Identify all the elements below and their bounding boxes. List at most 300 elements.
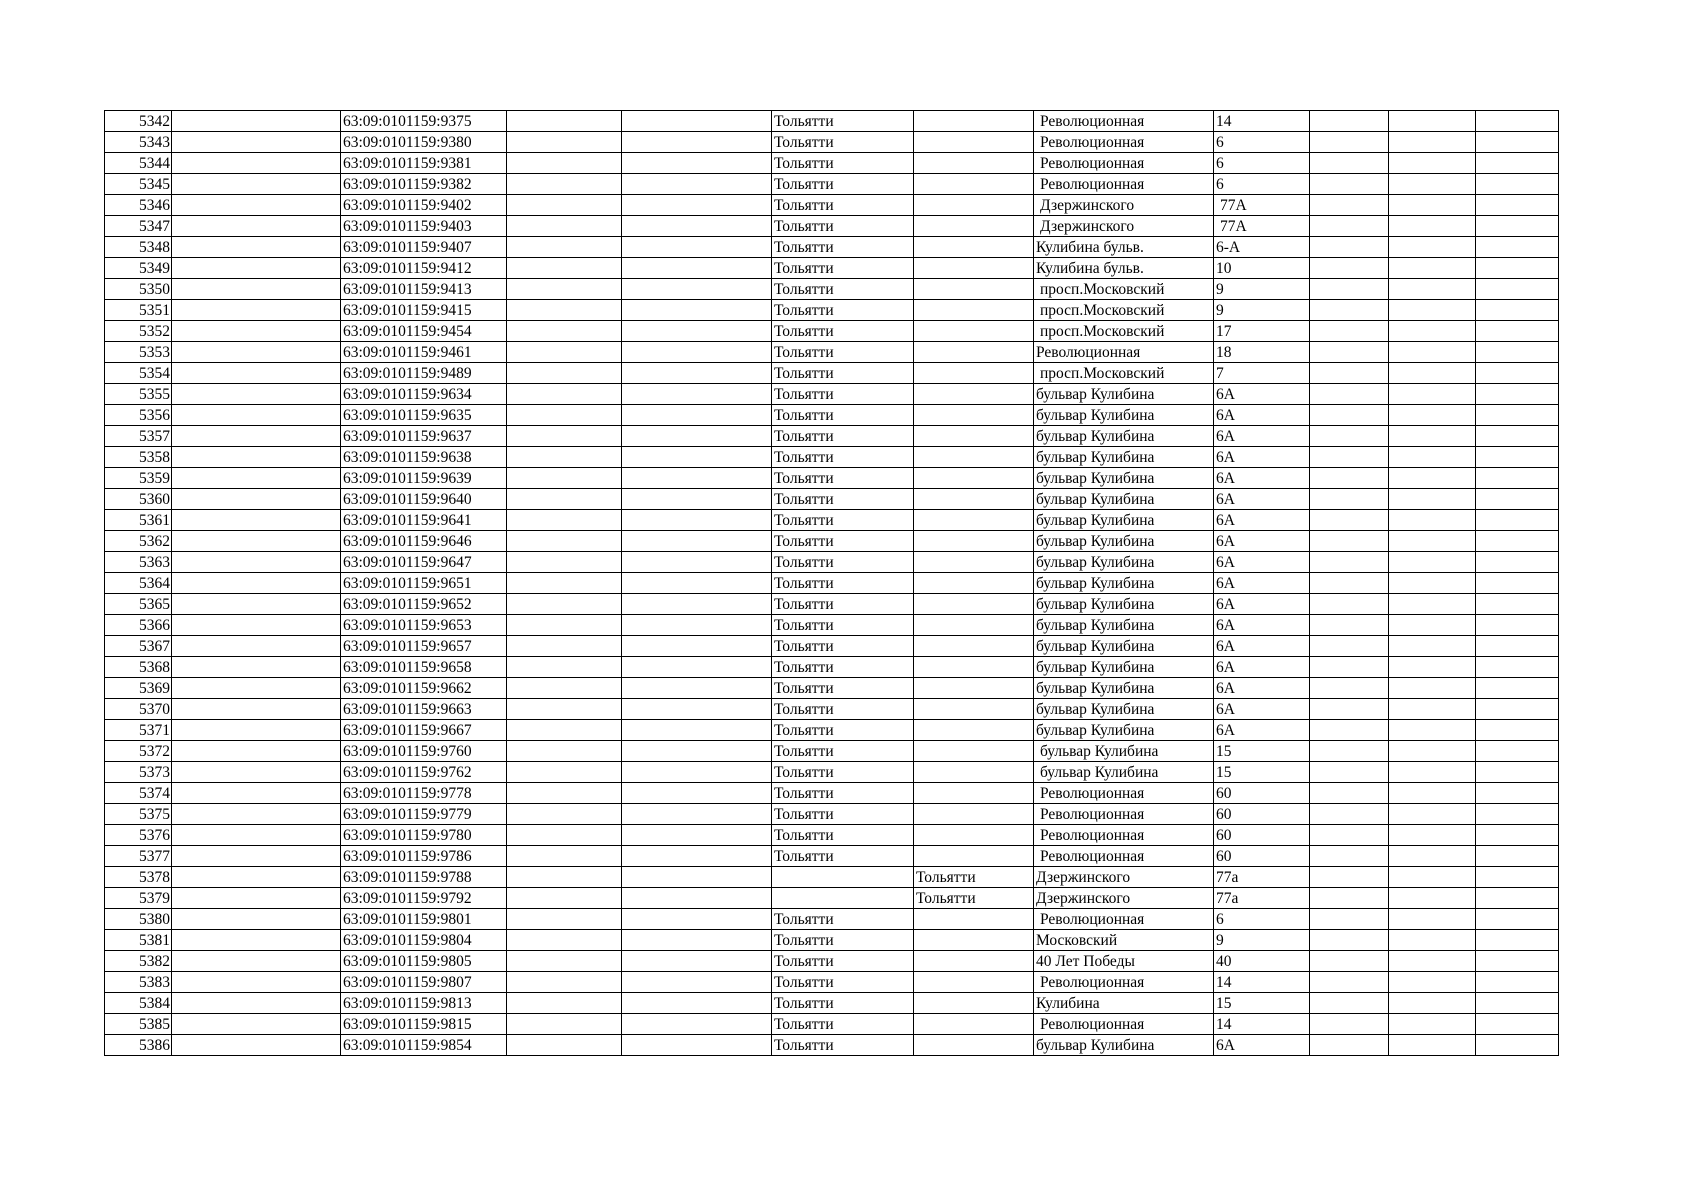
cadastral-number-cell: 63:09:0101159:9647 bbox=[341, 552, 507, 573]
locality-cell bbox=[914, 363, 1034, 384]
empty-cell bbox=[1389, 552, 1476, 573]
empty-cell bbox=[1389, 300, 1476, 321]
house-number-cell: 6А bbox=[1214, 594, 1310, 615]
cadastral-number-cell: 63:09:0101159:9381 bbox=[341, 153, 507, 174]
empty-cell bbox=[507, 825, 622, 846]
cadastral-number-cell: 63:09:0101159:9454 bbox=[341, 321, 507, 342]
cadastral-number-cell: 63:09:0101159:9657 bbox=[341, 636, 507, 657]
empty-cell bbox=[1310, 552, 1389, 573]
empty-cell bbox=[622, 1014, 772, 1035]
empty-cell bbox=[507, 153, 622, 174]
city-cell: Тольятти bbox=[772, 678, 914, 699]
empty-cell bbox=[1476, 195, 1559, 216]
registry-table bbox=[104, 110, 1559, 1056]
empty-cell bbox=[507, 447, 622, 468]
city-cell: Тольятти bbox=[772, 615, 914, 636]
empty-cell bbox=[1476, 111, 1559, 132]
empty-cell bbox=[1476, 846, 1559, 867]
row-number-cell: 5385 bbox=[105, 1014, 172, 1035]
street-cell: Кулибина bbox=[1034, 993, 1214, 1014]
empty-cell bbox=[1310, 783, 1389, 804]
row-number-cell: 5377 bbox=[105, 846, 172, 867]
house-number-cell: 18 bbox=[1214, 342, 1310, 363]
house-number-cell: 7 bbox=[1214, 363, 1310, 384]
row-number-cell: 5382 bbox=[105, 951, 172, 972]
empty-cell bbox=[1310, 720, 1389, 741]
empty-cell bbox=[172, 237, 341, 258]
empty-cell bbox=[507, 111, 622, 132]
empty-cell bbox=[1476, 594, 1559, 615]
empty-cell bbox=[507, 342, 622, 363]
city-cell: Тольятти bbox=[772, 720, 914, 741]
empty-cell bbox=[622, 804, 772, 825]
table-row bbox=[105, 783, 1559, 804]
empty-cell bbox=[1476, 783, 1559, 804]
street-cell: бульвар Кулибина bbox=[1034, 510, 1214, 531]
empty-cell bbox=[1476, 657, 1559, 678]
locality-cell bbox=[914, 1035, 1034, 1056]
city-cell: Тольятти bbox=[772, 153, 914, 174]
table-row bbox=[105, 237, 1559, 258]
empty-cell bbox=[1389, 867, 1476, 888]
empty-cell bbox=[622, 573, 772, 594]
locality-cell bbox=[914, 972, 1034, 993]
empty-cell bbox=[1476, 426, 1559, 447]
table-row bbox=[105, 825, 1559, 846]
empty-cell bbox=[1476, 867, 1559, 888]
locality-cell bbox=[914, 531, 1034, 552]
empty-cell bbox=[1476, 1014, 1559, 1035]
locality-cell bbox=[914, 342, 1034, 363]
empty-cell bbox=[622, 783, 772, 804]
empty-cell bbox=[1310, 1014, 1389, 1035]
city-cell: Тольятти bbox=[772, 951, 914, 972]
empty-cell bbox=[172, 468, 341, 489]
house-number-cell: 77а bbox=[1214, 888, 1310, 909]
row-number-cell: 5374 bbox=[105, 783, 172, 804]
empty-cell bbox=[172, 783, 341, 804]
cadastral-number-cell: 63:09:0101159:9762 bbox=[341, 762, 507, 783]
empty-cell bbox=[507, 804, 622, 825]
locality-cell bbox=[914, 552, 1034, 573]
house-number-cell: 77а bbox=[1214, 867, 1310, 888]
table-row bbox=[105, 846, 1559, 867]
empty-cell bbox=[1389, 279, 1476, 300]
city-cell: Тольятти bbox=[772, 1035, 914, 1056]
row-number-cell: 5360 bbox=[105, 489, 172, 510]
empty-cell bbox=[622, 111, 772, 132]
city-cell: Тольятти bbox=[772, 762, 914, 783]
cadastral-number-cell: 63:09:0101159:9413 bbox=[341, 279, 507, 300]
row-number-cell: 5351 bbox=[105, 300, 172, 321]
empty-cell bbox=[172, 636, 341, 657]
table-row bbox=[105, 258, 1559, 279]
house-number-cell: 15 bbox=[1214, 741, 1310, 762]
empty-cell bbox=[1476, 951, 1559, 972]
table-row bbox=[105, 615, 1559, 636]
street-cell: бульвар Кулибина bbox=[1034, 447, 1214, 468]
empty-cell bbox=[1389, 111, 1476, 132]
locality-cell bbox=[914, 741, 1034, 762]
empty-cell bbox=[1476, 615, 1559, 636]
empty-cell bbox=[1310, 573, 1389, 594]
empty-cell bbox=[1476, 510, 1559, 531]
city-cell: Тольятти bbox=[772, 363, 914, 384]
empty-cell bbox=[1476, 930, 1559, 951]
empty-cell bbox=[507, 741, 622, 762]
empty-cell bbox=[1389, 426, 1476, 447]
house-number-cell: 6 bbox=[1214, 153, 1310, 174]
empty-cell bbox=[1476, 342, 1559, 363]
street-cell: Дзержинского bbox=[1034, 888, 1214, 909]
table-row bbox=[105, 741, 1559, 762]
empty-cell bbox=[507, 489, 622, 510]
row-number-cell: 5371 bbox=[105, 720, 172, 741]
empty-cell bbox=[1389, 615, 1476, 636]
row-number-cell: 5354 bbox=[105, 363, 172, 384]
table-row bbox=[105, 216, 1559, 237]
cadastral-number-cell: 63:09:0101159:9813 bbox=[341, 993, 507, 1014]
house-number-cell: 60 bbox=[1214, 825, 1310, 846]
city-cell: Тольятти bbox=[772, 636, 914, 657]
table-body bbox=[105, 111, 1559, 1056]
empty-cell bbox=[1310, 363, 1389, 384]
empty-cell bbox=[1389, 951, 1476, 972]
empty-cell bbox=[1476, 174, 1559, 195]
empty-cell bbox=[622, 657, 772, 678]
empty-cell bbox=[507, 972, 622, 993]
house-number-cell: 6-А bbox=[1214, 237, 1310, 258]
empty-cell bbox=[622, 741, 772, 762]
empty-cell bbox=[1476, 384, 1559, 405]
row-number-cell: 5366 bbox=[105, 615, 172, 636]
table-row bbox=[105, 300, 1559, 321]
street-cell: просп.Московский bbox=[1034, 279, 1214, 300]
empty-cell bbox=[1310, 888, 1389, 909]
street-cell: бульвар Кулибина bbox=[1034, 573, 1214, 594]
city-cell: Тольятти bbox=[772, 132, 914, 153]
empty-cell bbox=[622, 972, 772, 993]
empty-cell bbox=[622, 615, 772, 636]
row-number-cell: 5383 bbox=[105, 972, 172, 993]
row-number-cell: 5346 bbox=[105, 195, 172, 216]
locality-cell bbox=[914, 657, 1034, 678]
empty-cell bbox=[1389, 720, 1476, 741]
row-number-cell: 5372 bbox=[105, 741, 172, 762]
empty-cell bbox=[507, 951, 622, 972]
row-number-cell: 5365 bbox=[105, 594, 172, 615]
empty-cell bbox=[1310, 216, 1389, 237]
empty-cell bbox=[507, 909, 622, 930]
row-number-cell: 5384 bbox=[105, 993, 172, 1014]
city-cell: Тольятти bbox=[772, 1014, 914, 1035]
locality-cell bbox=[914, 636, 1034, 657]
cadastral-number-cell: 63:09:0101159:9489 bbox=[341, 363, 507, 384]
city-cell: Тольятти bbox=[772, 447, 914, 468]
empty-cell bbox=[1310, 678, 1389, 699]
cadastral-number-cell: 63:09:0101159:9403 bbox=[341, 216, 507, 237]
empty-cell bbox=[1310, 342, 1389, 363]
locality-cell: Тольятти bbox=[914, 867, 1034, 888]
empty-cell bbox=[1476, 216, 1559, 237]
street-cell: бульвар Кулибина bbox=[1034, 741, 1214, 762]
empty-cell bbox=[622, 489, 772, 510]
locality-cell bbox=[914, 573, 1034, 594]
table-row bbox=[105, 1035, 1559, 1056]
empty-cell bbox=[1310, 132, 1389, 153]
table-row bbox=[105, 657, 1559, 678]
house-number-cell: 6 bbox=[1214, 132, 1310, 153]
empty-cell bbox=[172, 384, 341, 405]
empty-cell bbox=[507, 195, 622, 216]
cadastral-number-cell: 63:09:0101159:9652 bbox=[341, 594, 507, 615]
empty-cell bbox=[1310, 321, 1389, 342]
row-number-cell: 5376 bbox=[105, 825, 172, 846]
row-number-cell: 5379 bbox=[105, 888, 172, 909]
row-number-cell: 5381 bbox=[105, 930, 172, 951]
empty-cell bbox=[1476, 237, 1559, 258]
city-cell: Тольятти bbox=[772, 531, 914, 552]
locality-cell bbox=[914, 594, 1034, 615]
street-cell: бульвар Кулибина bbox=[1034, 552, 1214, 573]
street-cell: бульвар Кулибина bbox=[1034, 762, 1214, 783]
empty-cell bbox=[1389, 342, 1476, 363]
row-number-cell: 5370 bbox=[105, 699, 172, 720]
house-number-cell: 6А bbox=[1214, 489, 1310, 510]
empty-cell bbox=[1389, 174, 1476, 195]
empty-cell bbox=[1476, 468, 1559, 489]
cadastral-number-cell: 63:09:0101159:9760 bbox=[341, 741, 507, 762]
house-number-cell: 77А bbox=[1214, 195, 1310, 216]
empty-cell bbox=[1310, 405, 1389, 426]
empty-cell bbox=[622, 531, 772, 552]
empty-cell bbox=[1389, 699, 1476, 720]
empty-cell bbox=[172, 321, 341, 342]
empty-cell bbox=[1310, 846, 1389, 867]
empty-cell bbox=[1389, 1014, 1476, 1035]
empty-cell bbox=[172, 720, 341, 741]
empty-cell bbox=[172, 510, 341, 531]
row-number-cell: 5362 bbox=[105, 531, 172, 552]
empty-cell bbox=[622, 363, 772, 384]
house-number-cell: 6А bbox=[1214, 384, 1310, 405]
empty-cell bbox=[1389, 993, 1476, 1014]
locality-cell bbox=[914, 1014, 1034, 1035]
house-number-cell: 6 bbox=[1214, 174, 1310, 195]
empty-cell bbox=[172, 279, 341, 300]
table-row bbox=[105, 720, 1559, 741]
table-row bbox=[105, 510, 1559, 531]
cadastral-number-cell: 63:09:0101159:9375 bbox=[341, 111, 507, 132]
empty-cell bbox=[1476, 888, 1559, 909]
empty-cell bbox=[1476, 720, 1559, 741]
street-cell: Революционная bbox=[1034, 342, 1214, 363]
street-cell: Революционная bbox=[1034, 111, 1214, 132]
house-number-cell: 9 bbox=[1214, 930, 1310, 951]
street-cell: бульвар Кулибина bbox=[1034, 657, 1214, 678]
empty-cell bbox=[1310, 258, 1389, 279]
empty-cell bbox=[172, 1035, 341, 1056]
empty-cell bbox=[507, 888, 622, 909]
empty-cell bbox=[622, 636, 772, 657]
row-number-cell: 5357 bbox=[105, 426, 172, 447]
table-row bbox=[105, 636, 1559, 657]
empty-cell bbox=[507, 573, 622, 594]
empty-cell bbox=[622, 321, 772, 342]
city-cell: Тольятти bbox=[772, 321, 914, 342]
locality-cell bbox=[914, 132, 1034, 153]
row-number-cell: 5358 bbox=[105, 447, 172, 468]
empty-cell bbox=[1310, 909, 1389, 930]
locality-cell bbox=[914, 405, 1034, 426]
empty-cell bbox=[1389, 636, 1476, 657]
empty-cell bbox=[172, 615, 341, 636]
cadastral-number-cell: 63:09:0101159:9640 bbox=[341, 489, 507, 510]
row-number-cell: 5352 bbox=[105, 321, 172, 342]
table-row bbox=[105, 489, 1559, 510]
empty-cell bbox=[1389, 804, 1476, 825]
empty-cell bbox=[172, 909, 341, 930]
cadastral-number-cell: 63:09:0101159:9461 bbox=[341, 342, 507, 363]
empty-cell bbox=[1389, 153, 1476, 174]
empty-cell bbox=[622, 153, 772, 174]
city-cell: Тольятти bbox=[772, 825, 914, 846]
table-row bbox=[105, 951, 1559, 972]
row-number-cell: 5345 bbox=[105, 174, 172, 195]
table-row bbox=[105, 321, 1559, 342]
empty-cell bbox=[1310, 300, 1389, 321]
empty-cell bbox=[1310, 993, 1389, 1014]
city-cell: Тольятти bbox=[772, 489, 914, 510]
table-row bbox=[105, 342, 1559, 363]
empty-cell bbox=[1476, 699, 1559, 720]
empty-cell bbox=[507, 930, 622, 951]
house-number-cell: 6А bbox=[1214, 426, 1310, 447]
street-cell: бульвар Кулибина bbox=[1034, 468, 1214, 489]
street-cell: бульвар Кулибина bbox=[1034, 531, 1214, 552]
street-cell: Революционная bbox=[1034, 909, 1214, 930]
house-number-cell: 6А bbox=[1214, 720, 1310, 741]
city-cell: Тольятти bbox=[772, 909, 914, 930]
empty-cell bbox=[172, 573, 341, 594]
street-cell: Революционная bbox=[1034, 174, 1214, 195]
empty-cell bbox=[622, 888, 772, 909]
empty-cell bbox=[622, 426, 772, 447]
empty-cell bbox=[1389, 930, 1476, 951]
empty-cell bbox=[1310, 111, 1389, 132]
locality-cell bbox=[914, 510, 1034, 531]
empty-cell bbox=[1389, 909, 1476, 930]
empty-cell bbox=[507, 363, 622, 384]
city-cell: Тольятти bbox=[772, 405, 914, 426]
empty-cell bbox=[172, 111, 341, 132]
empty-cell bbox=[1389, 258, 1476, 279]
empty-cell bbox=[1389, 447, 1476, 468]
empty-cell bbox=[622, 993, 772, 1014]
empty-cell bbox=[1389, 510, 1476, 531]
row-number-cell: 5364 bbox=[105, 573, 172, 594]
cadastral-number-cell: 63:09:0101159:9662 bbox=[341, 678, 507, 699]
row-number-cell: 5361 bbox=[105, 510, 172, 531]
cadastral-number-cell: 63:09:0101159:9637 bbox=[341, 426, 507, 447]
empty-cell bbox=[1310, 237, 1389, 258]
empty-cell bbox=[1476, 909, 1559, 930]
city-cell: Тольятти bbox=[772, 426, 914, 447]
empty-cell bbox=[622, 174, 772, 195]
empty-cell bbox=[1310, 384, 1389, 405]
locality-cell: Тольятти bbox=[914, 888, 1034, 909]
empty-cell bbox=[1476, 762, 1559, 783]
empty-cell bbox=[507, 594, 622, 615]
locality-cell bbox=[914, 846, 1034, 867]
city-cell: Тольятти bbox=[772, 804, 914, 825]
city-cell: Тольятти bbox=[772, 993, 914, 1014]
row-number-cell: 5368 bbox=[105, 657, 172, 678]
row-number-cell: 5369 bbox=[105, 678, 172, 699]
empty-cell bbox=[1389, 573, 1476, 594]
cadastral-number-cell: 63:09:0101159:9815 bbox=[341, 1014, 507, 1035]
house-number-cell: 10 bbox=[1214, 258, 1310, 279]
empty-cell bbox=[1389, 825, 1476, 846]
empty-cell bbox=[1389, 195, 1476, 216]
empty-cell bbox=[1310, 804, 1389, 825]
empty-cell bbox=[1476, 1035, 1559, 1056]
city-cell: Тольятти bbox=[772, 342, 914, 363]
empty-cell bbox=[622, 132, 772, 153]
empty-cell bbox=[622, 195, 772, 216]
empty-cell bbox=[172, 552, 341, 573]
empty-cell bbox=[622, 447, 772, 468]
empty-cell bbox=[1476, 153, 1559, 174]
row-number-cell: 5378 bbox=[105, 867, 172, 888]
empty-cell bbox=[1389, 468, 1476, 489]
empty-cell bbox=[507, 762, 622, 783]
street-cell: бульвар Кулибина bbox=[1034, 636, 1214, 657]
empty-cell bbox=[507, 405, 622, 426]
house-number-cell: 15 bbox=[1214, 993, 1310, 1014]
city-cell: Тольятти bbox=[772, 657, 914, 678]
locality-cell bbox=[914, 111, 1034, 132]
locality-cell bbox=[914, 615, 1034, 636]
empty-cell bbox=[1476, 132, 1559, 153]
empty-cell bbox=[622, 342, 772, 363]
empty-cell bbox=[1476, 363, 1559, 384]
empty-cell bbox=[1389, 489, 1476, 510]
table-row bbox=[105, 573, 1559, 594]
locality-cell bbox=[914, 258, 1034, 279]
locality-cell bbox=[914, 195, 1034, 216]
empty-cell bbox=[507, 720, 622, 741]
row-number-cell: 5349 bbox=[105, 258, 172, 279]
house-number-cell: 60 bbox=[1214, 783, 1310, 804]
empty-cell bbox=[172, 1014, 341, 1035]
locality-cell bbox=[914, 384, 1034, 405]
empty-cell bbox=[1389, 972, 1476, 993]
empty-cell bbox=[172, 825, 341, 846]
empty-cell bbox=[1310, 636, 1389, 657]
empty-cell bbox=[172, 342, 341, 363]
empty-cell bbox=[1476, 321, 1559, 342]
table-row bbox=[105, 195, 1559, 216]
empty-cell bbox=[172, 132, 341, 153]
table-row bbox=[105, 384, 1559, 405]
locality-cell bbox=[914, 447, 1034, 468]
row-number-cell: 5375 bbox=[105, 804, 172, 825]
empty-cell bbox=[622, 384, 772, 405]
house-number-cell: 17 bbox=[1214, 321, 1310, 342]
empty-cell bbox=[1476, 741, 1559, 762]
empty-cell bbox=[507, 510, 622, 531]
